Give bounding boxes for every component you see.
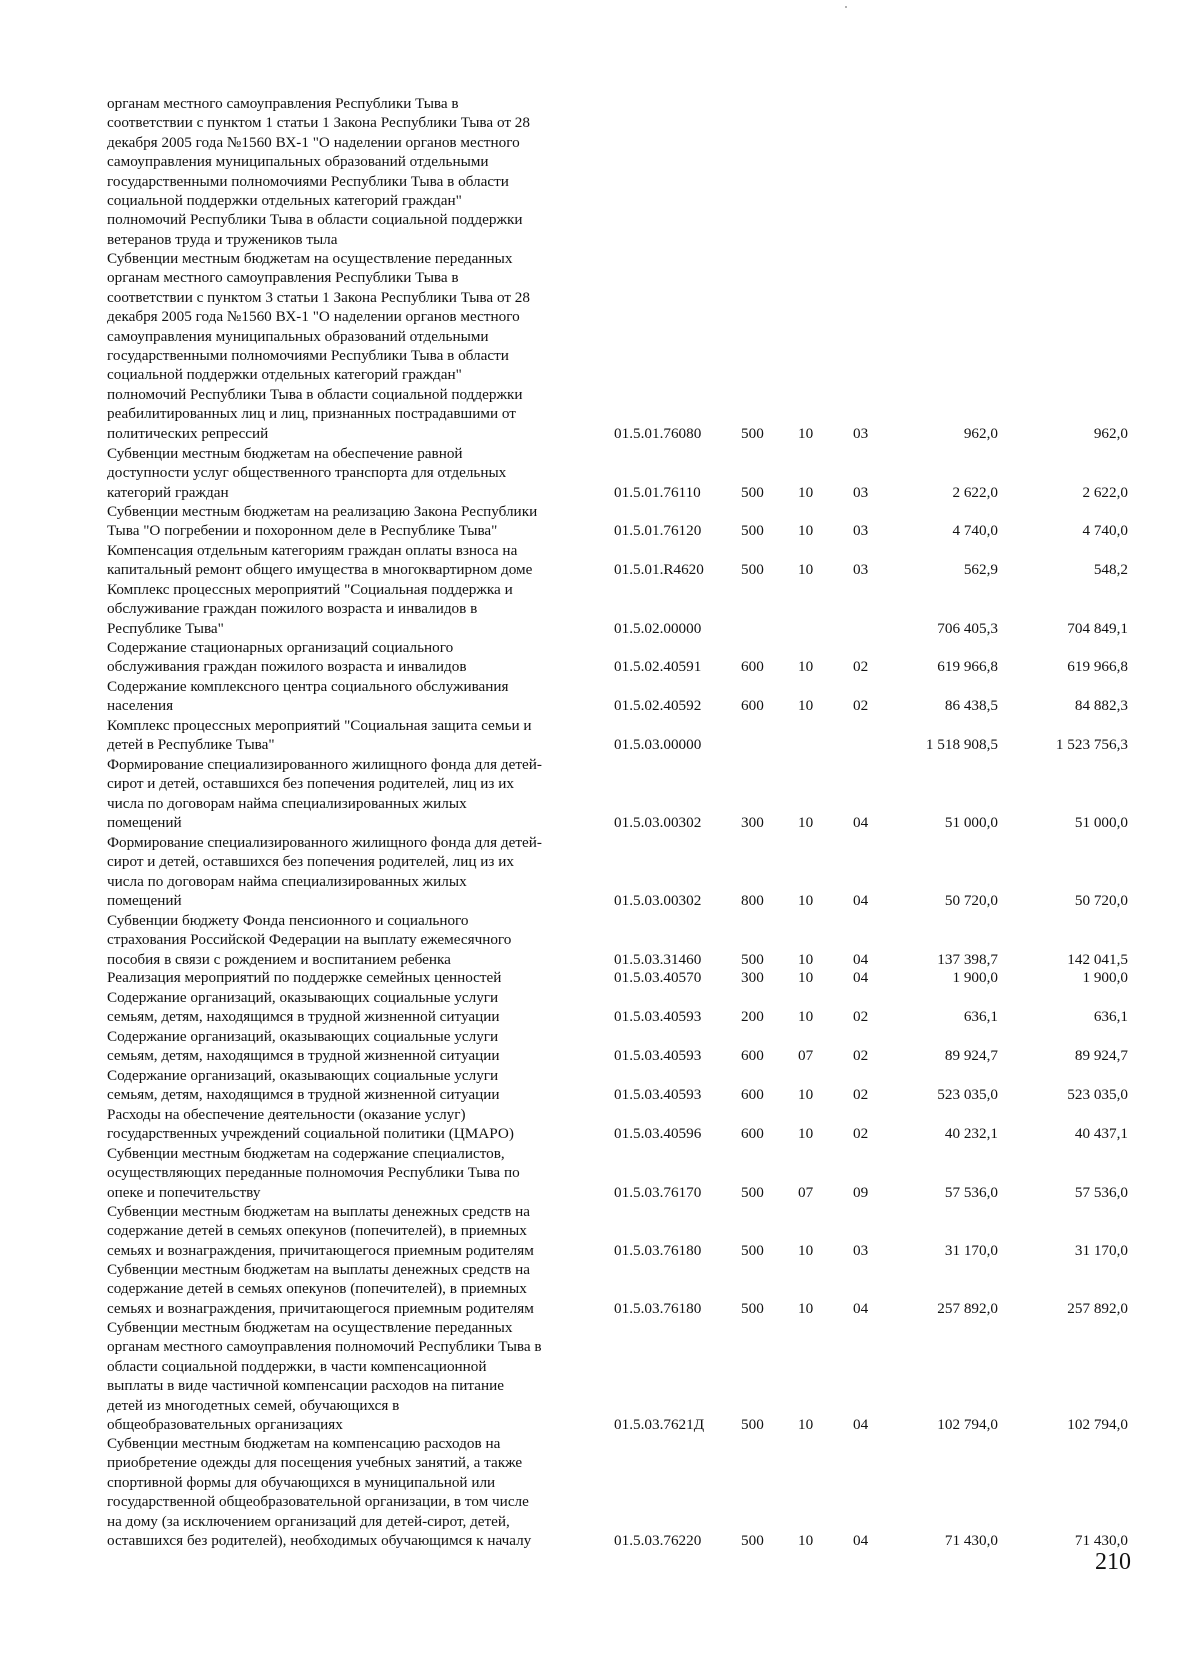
row-subsection: 03 xyxy=(853,424,869,442)
row-section: 10 xyxy=(798,950,814,968)
row-expense-type: 500 xyxy=(741,561,764,579)
row-expense-type: 500 xyxy=(741,522,764,540)
description-line: Субвенции местным бюджетам на выплаты денежных средств на xyxy=(107,1203,530,1220)
description-line: обслуживание граждан пожилого возраста и инвалидов в xyxy=(107,600,478,618)
row-description xyxy=(107,94,599,249)
table-row xyxy=(0,716,1200,755)
description-line: спортивной формы для обучающихся в муниципальной или xyxy=(107,1473,496,1491)
description-line: Тыва "О погребении и похоронном деле в Республике Тыва" xyxy=(107,522,498,540)
row-code: 01.5.01.R4620 xyxy=(614,561,704,579)
row-subsection: 04 xyxy=(853,1299,869,1317)
description-line: Субвенции местным бюджетам на выплаты денежных средств на xyxy=(107,1261,530,1278)
scan-artifact-dot xyxy=(845,6,847,8)
description-line: государственных учреждений социальной политики (ЦМАРО) xyxy=(107,1125,514,1143)
row-amount-year2: 84 882,3 xyxy=(1074,697,1128,715)
row-amount-year1: 40 232,1 xyxy=(944,1125,998,1143)
row-description xyxy=(107,1434,599,1550)
row-code: 01.5.03.76170 xyxy=(614,1183,702,1201)
row-amount-year1: 102 794,0 xyxy=(937,1416,998,1433)
row-description xyxy=(107,502,599,541)
row-code: 01.5.02.40592 xyxy=(614,697,702,715)
row-amount-year1: 31 170,0 xyxy=(944,1241,998,1259)
row-expense-type: 500 xyxy=(741,1183,764,1201)
description-line: органам местного самоуправления полномочий Республики Тыва в xyxy=(107,1338,542,1356)
table-row xyxy=(0,638,1200,677)
row-amount-year2: 962,0 xyxy=(1093,424,1128,442)
page-number: 210 xyxy=(1095,1549,1131,1575)
row-amount-year2: 1 900,0 xyxy=(1082,969,1128,986)
description-line: детей в Республике Тыва" xyxy=(107,736,275,754)
row-description xyxy=(107,249,599,443)
description-line: социальной поддержки отдельных категорий граждан" xyxy=(107,366,462,384)
row-amount-year2: 636,1 xyxy=(1093,1008,1128,1026)
row-amount-year2: 142 041,5 xyxy=(1067,950,1128,968)
row-code: 01.5.03.40570 xyxy=(614,969,702,986)
row-expense-type: 300 xyxy=(741,969,764,986)
description-line: Субвенции местным бюджетам на обеспечение равной xyxy=(107,445,463,462)
row-subsection: 04 xyxy=(853,814,869,832)
row-amount-year2: 89 924,7 xyxy=(1074,1047,1128,1065)
row-section: 10 xyxy=(798,1086,814,1104)
row-amount-year1: 86 438,5 xyxy=(944,697,998,715)
row-amount-year1: 619 966,8 xyxy=(937,658,998,676)
description-line: семьях и вознаграждения, причитающегося приемным родителям xyxy=(107,1241,534,1259)
description-line: на дому (за исключением организаций для детей-сирот, детей, xyxy=(107,1512,510,1530)
row-section: 10 xyxy=(798,1299,814,1317)
row-subsection: 03 xyxy=(853,561,869,579)
description-line: Формирование специализированного жилищного фонда для детей- xyxy=(107,756,542,773)
description-line: семьям, детям, находящимся в трудной жизненной ситуации xyxy=(107,1008,500,1026)
table-row xyxy=(0,1202,1200,1260)
row-section: 10 xyxy=(798,522,814,540)
row-amount-year1: 50 720,0 xyxy=(944,892,998,910)
table-row xyxy=(0,1066,1200,1105)
row-amount-year2: 40 437,1 xyxy=(1074,1125,1128,1143)
row-amount-year2: 548,2 xyxy=(1093,561,1128,579)
description-line: капитальный ремонт общего имущества в многоквартирном доме xyxy=(107,561,533,579)
table-row xyxy=(0,968,1200,987)
row-code: 01.5.03.00302 xyxy=(614,814,702,832)
row-amount-year1: 1 900,0 xyxy=(952,969,998,986)
row-code: 01.5.03.76180 xyxy=(614,1299,702,1317)
description-line: самоуправления муниципальных образований отдельными xyxy=(107,153,489,171)
description-line: Субвенции местным бюджетам на осуществление переданных xyxy=(107,250,513,267)
description-line: Содержание комплексного центра социального обслуживания xyxy=(107,678,509,695)
row-amount-year1: 57 536,0 xyxy=(944,1183,998,1201)
description-line: соответствии с пунктом 1 статьи 1 Закона Республики Тыва от 28 xyxy=(107,114,530,132)
description-line: Расходы на обеспечение деятельности (оказание услуг) xyxy=(107,1106,466,1123)
row-description xyxy=(107,968,599,987)
row-subsection: 04 xyxy=(853,1416,869,1433)
description-line: семьях и вознаграждения, причитающегося приемным родителям xyxy=(107,1299,534,1317)
row-amount-year1: 706 405,3 xyxy=(937,619,998,637)
row-code: 01.5.03.31460 xyxy=(614,950,702,968)
description-line: Компенсация отдельным категориям граждан оплаты взноса на xyxy=(107,542,518,559)
description-line: числа по договорам найма специализированных жилых xyxy=(107,872,467,890)
table-row xyxy=(0,580,1200,638)
row-expense-type: 500 xyxy=(741,1532,764,1549)
description-line: Содержание стационарных организаций социального xyxy=(107,639,454,656)
row-amount-year1: 51 000,0 xyxy=(944,814,998,832)
row-amount-year1: 4 740,0 xyxy=(952,522,998,540)
row-amount-year1: 89 924,7 xyxy=(944,1047,998,1065)
row-section: 10 xyxy=(798,892,814,910)
row-expense-type: 500 xyxy=(741,950,764,968)
row-section: 10 xyxy=(798,697,814,715)
description-line: общеобразовательных организациях xyxy=(107,1416,343,1434)
row-section: 10 xyxy=(798,424,814,442)
row-amount-year2: 523 035,0 xyxy=(1067,1086,1128,1104)
table-row xyxy=(0,1260,1200,1318)
row-section: 10 xyxy=(798,658,814,676)
row-amount-year2: 71 430,0 xyxy=(1074,1532,1128,1549)
row-description xyxy=(107,1318,599,1434)
description-line: Субвенции местным бюджетам на компенсацию расходов на xyxy=(107,1435,501,1452)
row-description xyxy=(107,444,599,502)
row-subsection: 04 xyxy=(853,950,869,968)
description-line: самоуправления муниципальных образований отдельными xyxy=(107,327,489,345)
row-section: 10 xyxy=(798,1416,814,1433)
description-line: помещений xyxy=(107,892,182,910)
row-code: 01.5.03.40593 xyxy=(614,1047,702,1065)
row-expense-type: 600 xyxy=(741,1086,764,1104)
row-description xyxy=(107,833,599,911)
row-code: 01.5.01.76080 xyxy=(614,424,702,442)
table-row xyxy=(0,911,1200,969)
description-line: Комплекс процессных мероприятий "Социальная поддержка и xyxy=(107,581,513,598)
row-expense-type: 500 xyxy=(741,1241,764,1259)
row-subsection: 02 xyxy=(853,1086,869,1104)
row-subsection: 02 xyxy=(853,1008,869,1026)
description-line: выплаты в виде частичной компенсации расходов на питание xyxy=(107,1377,504,1395)
row-description xyxy=(107,716,599,755)
row-code: 01.5.01.76110 xyxy=(614,483,701,501)
row-description xyxy=(107,1105,599,1144)
row-amount-year1: 562,9 xyxy=(963,561,998,579)
row-description xyxy=(107,1144,599,1202)
table-row xyxy=(0,1144,1200,1202)
row-expense-type: 600 xyxy=(741,1125,764,1143)
row-amount-year1: 636,1 xyxy=(963,1008,998,1026)
row-amount-year2: 704 849,1 xyxy=(1067,619,1128,637)
row-amount-year2: 4 740,0 xyxy=(1082,522,1128,540)
description-line: числа по договорам найма специализированных жилых xyxy=(107,794,467,812)
description-line: приобретение одежды для посещения учебных занятий, а также xyxy=(107,1454,523,1472)
row-description xyxy=(107,911,599,969)
row-description xyxy=(107,1260,599,1318)
row-section: 10 xyxy=(798,969,814,986)
description-line: опеке и попечительству xyxy=(107,1183,261,1201)
row-code: 01.5.03.76180 xyxy=(614,1241,702,1259)
row-description xyxy=(107,638,599,677)
description-line: государственными полномочиями Республики Тыва в области xyxy=(107,172,509,190)
row-expense-type: 600 xyxy=(741,658,764,676)
row-subsection: 04 xyxy=(853,969,869,986)
description-line: Реализация мероприятий по поддержке семейных ценностей xyxy=(107,969,502,986)
row-expense-type: 500 xyxy=(741,1416,764,1433)
description-line: Формирование специализированного жилищного фонда для детей- xyxy=(107,834,542,851)
row-amount-year2: 2 622,0 xyxy=(1082,483,1128,501)
row-description xyxy=(107,1202,599,1260)
row-code: 01.5.03.76220 xyxy=(614,1532,702,1549)
description-line: Содержание организаций, оказывающих социальные услуги xyxy=(107,1028,499,1045)
description-line: обслуживания граждан пожилого возраста и инвалидов xyxy=(107,658,467,676)
row-expense-type: 300 xyxy=(741,814,764,832)
row-code: 01.5.03.40593 xyxy=(614,1086,702,1104)
table-row xyxy=(0,988,1200,1027)
table-row xyxy=(0,94,1200,249)
row-description xyxy=(107,580,599,638)
description-line: страхования Российской Федерации на выплату ежемесячного xyxy=(107,931,512,949)
description-line: семьям, детям, находящимся в трудной жизненной ситуации xyxy=(107,1086,500,1104)
description-line: Субвенции бюджету Фонда пенсионного и социального xyxy=(107,912,469,929)
description-line: государственными полномочиями Республики Тыва в области xyxy=(107,347,509,365)
row-description xyxy=(107,541,599,580)
row-amount-year1: 71 430,0 xyxy=(944,1532,998,1549)
row-code: 01.5.02.40591 xyxy=(614,658,702,676)
description-line: области социальной поддержки, в части компенсационной xyxy=(107,1357,487,1375)
description-line: соответствии с пунктом 3 статьи 1 Закона Республики Тыва от 28 xyxy=(107,288,530,306)
row-subsection: 02 xyxy=(853,658,869,676)
row-expense-type: 500 xyxy=(741,424,764,442)
row-section: 10 xyxy=(798,1008,814,1026)
table-row xyxy=(0,833,1200,911)
description-line: органам местного самоуправления Республики Тыва в xyxy=(107,269,459,287)
table-row xyxy=(0,1027,1200,1066)
row-section: 10 xyxy=(798,483,814,501)
description-line: полномочий Республики Тыва в области социальной поддержки xyxy=(107,211,523,229)
row-amount-year2: 619 966,8 xyxy=(1067,658,1128,676)
row-subsection: 03 xyxy=(853,483,869,501)
description-line: социальной поддержки отдельных категорий граждан" xyxy=(107,192,462,210)
row-code: 01.5.03.40593 xyxy=(614,1008,702,1026)
row-section: 10 xyxy=(798,561,814,579)
row-expense-type: 800 xyxy=(741,892,764,910)
table-row xyxy=(0,755,1200,833)
table-row xyxy=(0,541,1200,580)
row-subsection: 03 xyxy=(853,1241,869,1259)
description-line: доступности услуг общественного транспорта для отдельных xyxy=(107,464,507,482)
row-subsection: 04 xyxy=(853,892,869,910)
row-code: 01.5.03.7621Д xyxy=(614,1416,705,1433)
table-row xyxy=(0,249,1200,443)
description-line: Субвенции местным бюджетам на содержание специалистов, xyxy=(107,1145,505,1162)
row-section: 10 xyxy=(798,814,814,832)
description-line: категорий граждан xyxy=(107,483,229,501)
row-description xyxy=(107,755,599,833)
description-line: декабря 2005 года №1560 ВХ-1 "О наделении органов местного xyxy=(107,308,520,326)
row-subsection: 09 xyxy=(853,1183,869,1201)
row-subsection: 03 xyxy=(853,522,869,540)
row-expense-type: 500 xyxy=(741,483,764,501)
description-line: государственной общеобразовательной организации, в том числе xyxy=(107,1493,529,1511)
row-description xyxy=(107,988,599,1027)
description-line: содержание детей в семьях опекунов (попечителей), в приемных xyxy=(107,1280,527,1298)
row-code: 01.5.03.40596 xyxy=(614,1125,702,1143)
description-line: политических репрессий xyxy=(107,424,269,442)
description-line: населения xyxy=(107,697,174,715)
row-subsection: 02 xyxy=(853,697,869,715)
description-line: семьям, детям, находящимся в трудной жизненной ситуации xyxy=(107,1047,500,1065)
row-description xyxy=(107,1066,599,1105)
row-amount-year1: 523 035,0 xyxy=(937,1086,998,1104)
description-line: осуществляющих переданные полномочия Республики Тыва по xyxy=(107,1164,520,1182)
row-amount-year2: 31 170,0 xyxy=(1074,1241,1128,1259)
description-line: декабря 2005 года №1560 ВХ-1 "О наделении органов местного xyxy=(107,133,520,151)
row-description xyxy=(107,1027,599,1066)
row-amount-year2: 257 892,0 xyxy=(1067,1299,1128,1317)
table-row xyxy=(0,1105,1200,1144)
table-row xyxy=(0,444,1200,502)
description-line: Республике Тыва" xyxy=(107,619,224,637)
table-row xyxy=(0,1434,1200,1550)
description-line: Субвенции местным бюджетам на осуществление переданных xyxy=(107,1319,513,1336)
row-subsection: 04 xyxy=(853,1532,869,1549)
table-row xyxy=(0,502,1200,541)
description-line: органам местного самоуправления Республики Тыва в xyxy=(107,95,459,112)
row-expense-type: 600 xyxy=(741,1047,764,1065)
description-line: Содержание организаций, оказывающих социальные услуги xyxy=(107,989,499,1006)
row-section: 07 xyxy=(798,1047,814,1065)
row-code: 01.5.03.00302 xyxy=(614,892,702,910)
row-amount-year2: 57 536,0 xyxy=(1074,1183,1128,1201)
row-expense-type: 600 xyxy=(741,697,764,715)
row-subsection: 02 xyxy=(853,1047,869,1065)
row-description xyxy=(107,677,599,716)
description-line: ветеранов труда и тружеников тыла xyxy=(107,230,338,248)
table-row xyxy=(0,1318,1200,1434)
row-subsection: 02 xyxy=(853,1125,869,1143)
description-line: оставшихся без родителей), необходимых обучающимся к началу xyxy=(107,1532,532,1550)
row-section: 07 xyxy=(798,1183,814,1201)
row-section: 10 xyxy=(798,1125,814,1143)
row-amount-year1: 137 398,7 xyxy=(937,950,998,968)
description-line: содержание детей в семьях опекунов (попечителей), в приемных xyxy=(107,1222,527,1240)
row-amount-year2: 51 000,0 xyxy=(1074,814,1128,832)
row-code: 01.5.01.76120 xyxy=(614,522,702,540)
row-expense-type: 500 xyxy=(741,1299,764,1317)
row-amount-year2: 1 523 756,3 xyxy=(1055,736,1128,754)
description-line: полномочий Республики Тыва в области социальной поддержки xyxy=(107,385,523,403)
row-amount-year1: 962,0 xyxy=(963,424,998,442)
row-amount-year2: 50 720,0 xyxy=(1074,892,1128,910)
description-line: Комплекс процессных мероприятий "Социальная защита семьи и xyxy=(107,717,532,734)
description-line: помещений xyxy=(107,814,182,832)
description-line: сирот и детей, оставшихся без попечения родителей, лиц из их xyxy=(107,775,514,793)
row-section: 10 xyxy=(798,1532,814,1549)
row-amount-year1: 2 622,0 xyxy=(952,483,998,501)
row-amount-year2: 102 794,0 xyxy=(1067,1416,1128,1433)
description-line: детей из многодетных семей, обучающихся в xyxy=(107,1396,400,1414)
row-code: 01.5.03.00000 xyxy=(614,736,702,754)
table-row xyxy=(0,677,1200,716)
row-amount-year1: 1 518 908,5 xyxy=(925,736,998,754)
description-line: Содержание организаций, оказывающих социальные услуги xyxy=(107,1067,499,1084)
row-expense-type: 200 xyxy=(741,1008,764,1026)
row-section: 10 xyxy=(798,1241,814,1259)
row-amount-year1: 257 892,0 xyxy=(937,1299,998,1317)
description-line: реабилитированных лиц и лиц, признанных пострадавшими от xyxy=(107,405,516,423)
description-line: Субвенции местным бюджетам на реализацию Закона Республики xyxy=(107,503,538,520)
description-line: пособия в связи с рождением и воспитанием ребенка xyxy=(107,950,451,968)
description-line: сирот и детей, оставшихся без попечения родителей, лиц из их xyxy=(107,853,514,871)
row-code: 01.5.02.00000 xyxy=(614,619,702,637)
